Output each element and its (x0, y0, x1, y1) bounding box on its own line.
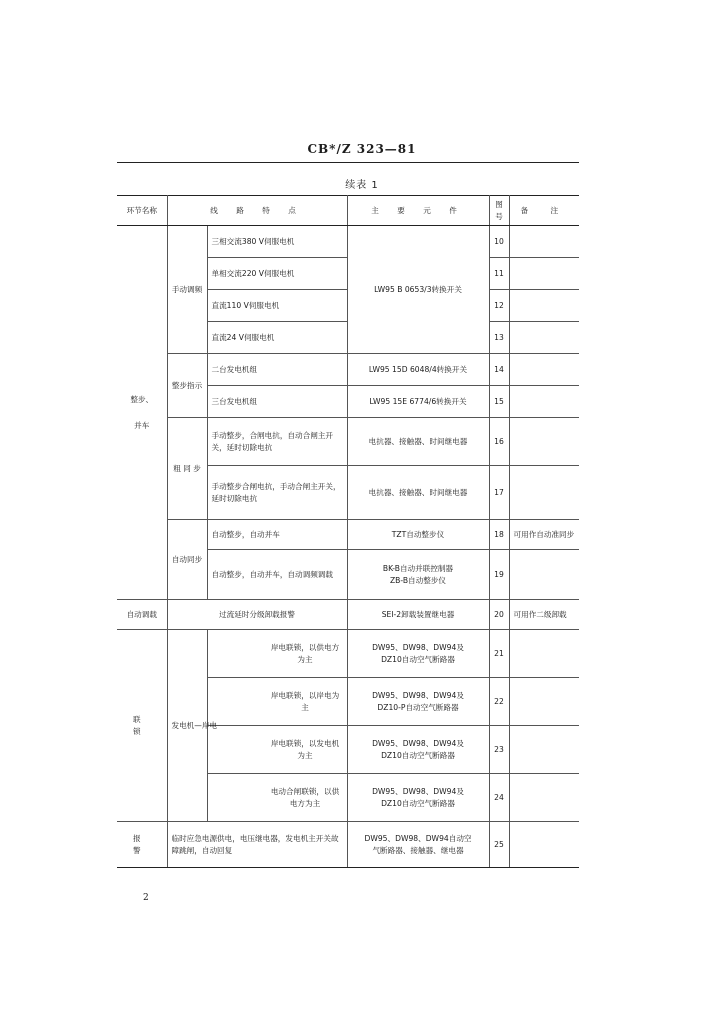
fig-cell: 13 (489, 322, 509, 354)
group-baojing: 报 警 (117, 822, 167, 868)
feature-cell: 临时应急电源供电，电压继电器，发电机主开关故障跳闸，自动回复 (167, 822, 347, 868)
remark-cell (509, 418, 579, 466)
subgroup-zhun-tongbu: 粗 同 步 (167, 418, 207, 520)
spec-table (117, 195, 579, 868)
feature-cell: 三相交流380 V伺服电机 (207, 226, 347, 258)
fig-cell: 16 (489, 418, 509, 466)
component-cell: DW95、DW98、DW94及 DZ10-P自动空气断路器 (347, 678, 489, 726)
page-number: 2 (143, 893, 149, 903)
component-cell: DW95、DW98、DW94自动空 气断路器、接触器、继电器 (347, 822, 489, 868)
fig-cell: 18 (489, 520, 509, 550)
feature-cell: 手动整步合闸电抗，手动合闸主开关，延时切除电抗 (207, 466, 347, 520)
feature-cell: 岸电联锁，以发电机为主 (207, 726, 347, 774)
fig-cell: 11 (489, 258, 509, 290)
component-cell: TZT自动整步仪 (347, 520, 489, 550)
table-row (117, 226, 579, 258)
subgroup-zidong-tongbu: 自动同步 (167, 520, 207, 600)
remark-cell (509, 290, 579, 322)
remark-cell (509, 630, 579, 678)
remark-cell (509, 822, 579, 868)
feature-cell: 自动整步，自动并车，自动调频调载 (207, 550, 347, 600)
remark-cell: 可用作二级卸载 (509, 600, 579, 630)
remark-cell (509, 774, 579, 822)
table-header-row (117, 196, 579, 226)
table-row (117, 822, 579, 868)
subgroup-zhengbu-zhishi: 整步指示 (167, 354, 207, 418)
component-cell: DW95、DW98、DW94及 DZ10自动空气断路器 (347, 774, 489, 822)
component-cell: LW95 15E 6774/6转换开关 (347, 386, 489, 418)
feature-cell: 手动整步，合闸电抗，自动合闸主开关，延时切除电抗 (207, 418, 347, 466)
fig-cell: 25 (489, 822, 509, 868)
col-header-remark: 备 注 (509, 196, 579, 226)
table-row (117, 520, 579, 550)
feature-cell: 二台发电机组 (207, 354, 347, 386)
remark-cell (509, 386, 579, 418)
remark-cell (509, 466, 579, 520)
fig-cell: 15 (489, 386, 509, 418)
group-lianxi: 联 锁 (117, 630, 167, 822)
component-cell: LW95 15D 6048/4转换开关 (347, 354, 489, 386)
remark-cell (509, 258, 579, 290)
col-header-components: 主 要 元 件 (347, 196, 489, 226)
fig-cell: 14 (489, 354, 509, 386)
remark-cell: 可用作自动准同步 (509, 520, 579, 550)
fig-cell: 24 (489, 774, 509, 822)
standard-code: CB*/Z 323—81 (307, 142, 417, 156)
component-cell: BK-B自动并联控制器 ZB-B自动整步仪 (347, 550, 489, 600)
remark-cell (509, 322, 579, 354)
group-zhengbu: 整步、 并车 (117, 226, 167, 600)
fig-cell: 10 (489, 226, 509, 258)
feature-cell: 自动整步，自动并车 (207, 520, 347, 550)
feature-cell: 岸电联锁，以供电方为主 (207, 630, 347, 678)
fig-cell: 20 (489, 600, 509, 630)
feature-cell: 单相交流220 V伺服电机 (207, 258, 347, 290)
group-zidong-tiaozai: 自动调载 (117, 600, 167, 630)
table-row (117, 354, 579, 386)
component-cell: 电抗器、接触器、时间继电器 (347, 418, 489, 466)
col-header-fig: 图号 (489, 196, 509, 226)
remark-cell (509, 354, 579, 386)
subgroup-shoudong: 手动调频 (167, 226, 207, 354)
component-cell: 电抗器、接触器、时间继电器 (347, 466, 489, 520)
col-header-feature: 线 路 特 点 (167, 196, 347, 226)
remark-cell (509, 550, 579, 600)
component-cell: LW95 B 0653/3转换开关 (347, 226, 489, 354)
col-header-name: 环节名称 (117, 196, 167, 226)
table-title: 续表 1 (345, 180, 379, 191)
fig-cell: 21 (489, 630, 509, 678)
feature-cell: 直流110 V伺服电机 (207, 290, 347, 322)
feature-cell: 岸电联锁，以岸电为主 (207, 678, 347, 726)
top-rule (117, 162, 579, 163)
remark-cell (509, 726, 579, 774)
remark-cell (509, 226, 579, 258)
feature-cell: 三台发电机组 (207, 386, 347, 418)
table-row (117, 630, 579, 678)
subgroup-fadianji: 发电机—岸电 (167, 630, 207, 822)
fig-cell: 17 (489, 466, 509, 520)
component-cell: DW95、DW98、DW94及 DZ10自动空气断路器 (347, 726, 489, 774)
table-row (117, 418, 579, 466)
remark-cell (509, 678, 579, 726)
fig-cell: 22 (489, 678, 509, 726)
fig-cell: 23 (489, 726, 509, 774)
table-row (117, 600, 579, 630)
feature-cell: 直流24 V伺服电机 (207, 322, 347, 354)
component-cell: DW95、DW98、DW94及 DZ10自动空气断路器 (347, 630, 489, 678)
component-cell: SEI-2卸载装置继电器 (347, 600, 489, 630)
feature-cell: 电动合闸联锁，以供电方为主 (207, 774, 347, 822)
fig-cell: 12 (489, 290, 509, 322)
fig-cell: 19 (489, 550, 509, 600)
feature-cell: 过流延时分级卸载报警 (167, 600, 347, 630)
